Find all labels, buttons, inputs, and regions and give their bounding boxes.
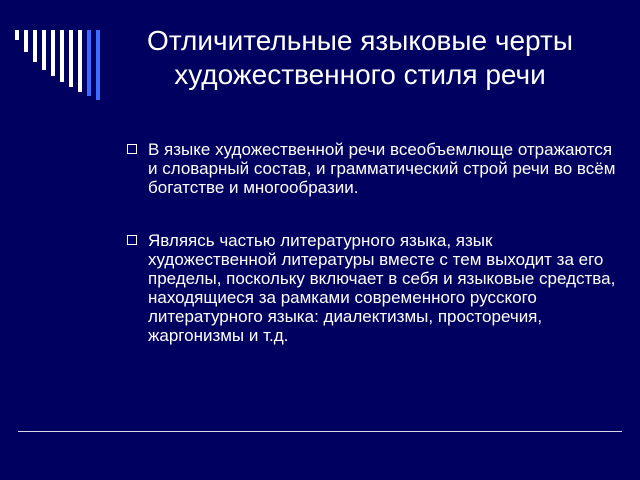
bullet-list — [127, 140, 617, 379]
bullet-item — [127, 231, 617, 345]
bullet-item — [127, 140, 617, 197]
slide-title: Отличительные языковые черты художественного стиля речи — [147, 25, 573, 90]
square-bullet-icon — [127, 144, 137, 154]
bottom-divider — [18, 431, 622, 432]
bullet-text: В языке художественной речи всеобъемлюще отражаются и словарный состав, и грамматический строй речи во всём богатстве и многообразии. — [148, 140, 616, 197]
bullet-text: Являясь частью литературного языка, язык художественной литературы вместе с тем выходит за его пределы, поскольку включает в себя и языковые средства, находящиеся за рамками современного русского литературного языка: диалектизмы, просторечия, жаргонизмы и т.д. — [148, 231, 616, 345]
square-bullet-icon — [127, 235, 137, 245]
vertical-stripes-decoration — [0, 30, 110, 100]
